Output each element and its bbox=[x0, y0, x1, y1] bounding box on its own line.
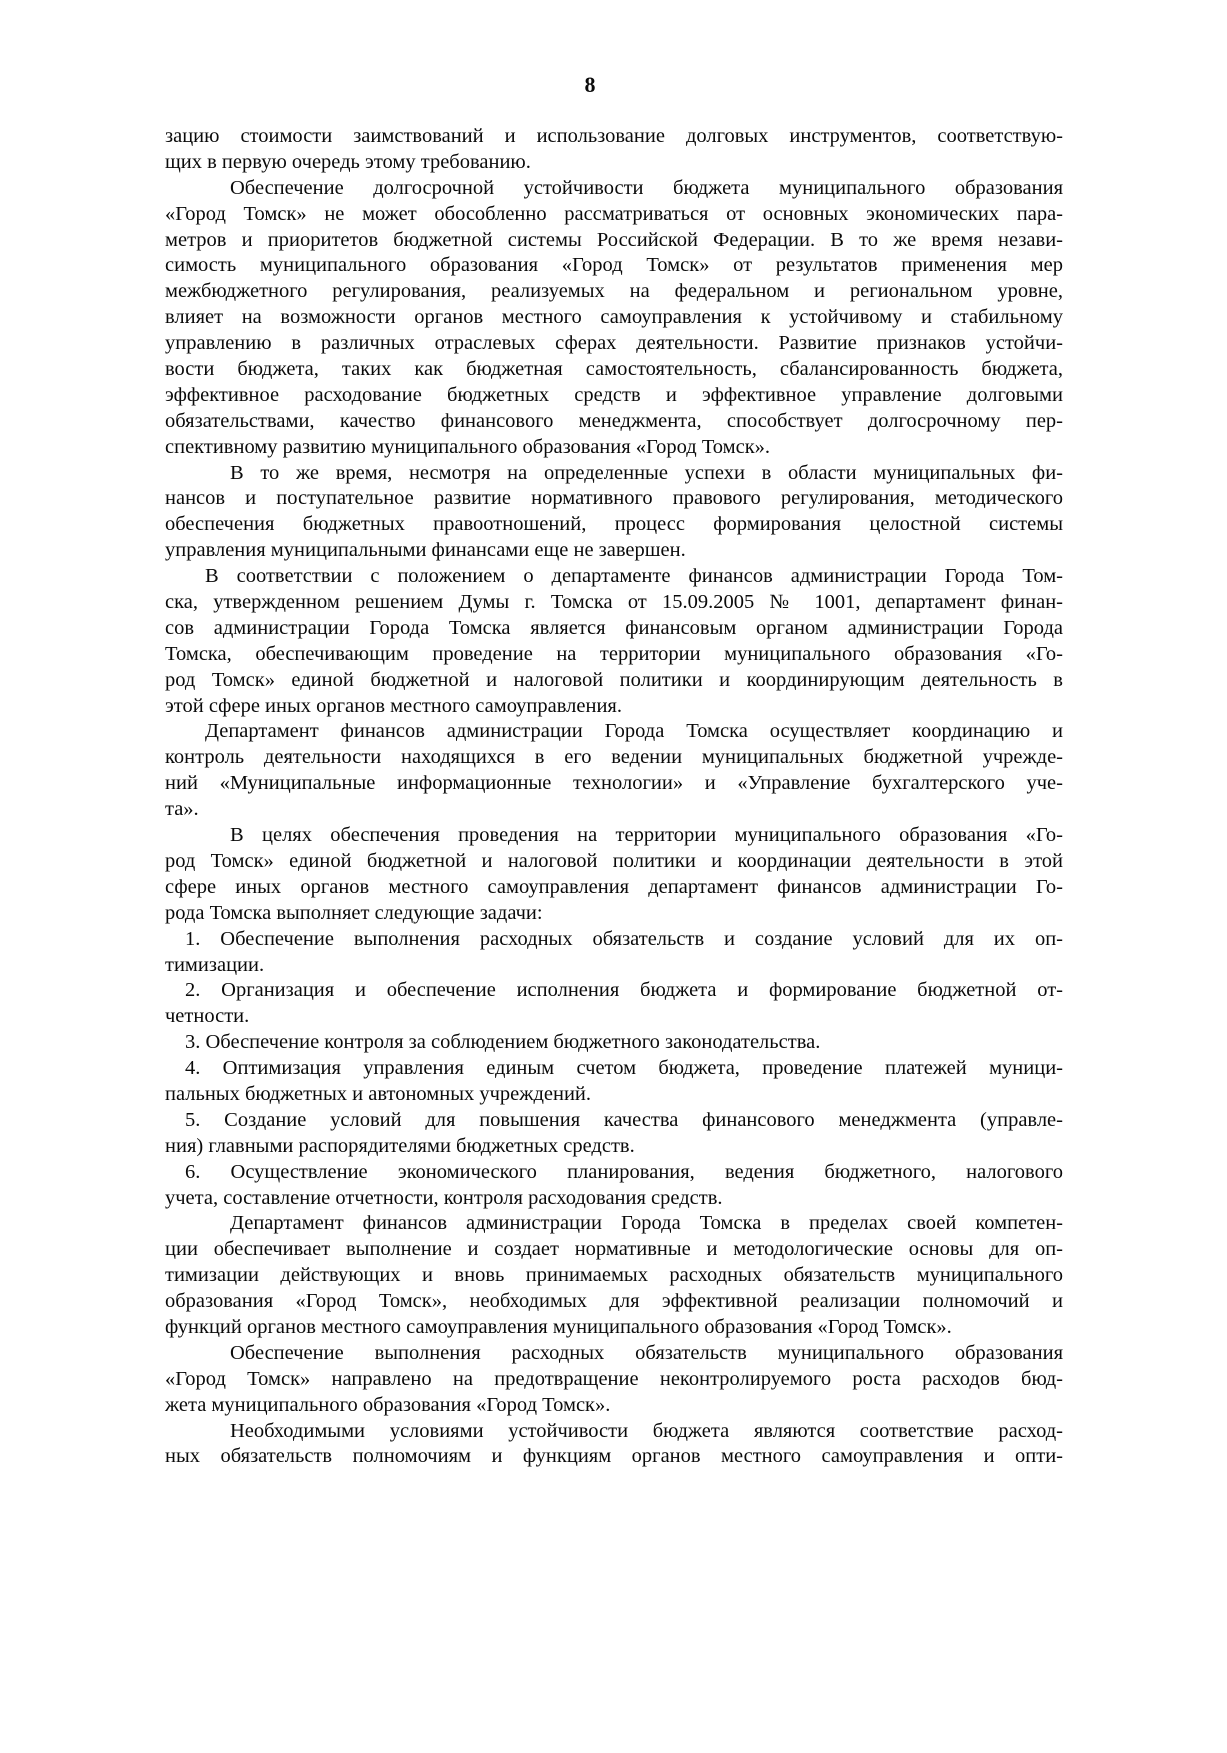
list-item bbox=[165, 1160, 1063, 1212]
text-line: межбюджетного регулирования, реализуемых на федеральном и региональном уровне, bbox=[165, 280, 1063, 303]
text-line: рода Томска выполняет следующие задачи: bbox=[165, 901, 543, 924]
text-line: Обеспечение выполнения расходных обязательств муниципального образования bbox=[230, 1341, 1063, 1364]
text-line: управления муниципальными финансами еще не завершен. bbox=[165, 539, 686, 562]
text-line: В соответствии с положением о департаменте финансов администрации Города Том- bbox=[205, 565, 1063, 588]
paragraph bbox=[165, 719, 1063, 823]
paragraph bbox=[165, 176, 1063, 461]
list-item bbox=[165, 1056, 1063, 1108]
document-body bbox=[165, 124, 1063, 1470]
paragraph bbox=[165, 124, 1063, 176]
text-line: эффективное расходование бюджетных средств и эффективное управление долговыми bbox=[165, 383, 1063, 406]
paragraph bbox=[165, 823, 1063, 927]
text-line: род Томск» единой бюджетной и налоговой политики и координации деятельности в этой bbox=[165, 849, 1063, 872]
text-line: 2. Организация и обеспечение исполнения бюджета и формирование бюджетной от- bbox=[185, 979, 1063, 1002]
text-line: образования «Город Томск», необходимых для эффективной реализации полномочий и bbox=[165, 1290, 1063, 1313]
text-line: управлению в различных отраслевых сферах деятельности. Развитие признаков устойчи- bbox=[165, 332, 1063, 355]
text-line: род Томск» единой бюджетной и налоговой политики и координирующим деятельность в bbox=[165, 668, 1063, 691]
text-line: В целях обеспечения проведения на территории муниципального образования «Го- bbox=[230, 824, 1063, 847]
text-line: Необходимыми условиями устойчивости бюджета являются соответствие расход- bbox=[230, 1419, 1063, 1442]
text-line: учета, составление отчетности, контроля расходования средств. bbox=[165, 1186, 723, 1209]
text-line: функций органов местного самоуправления муниципального образования «Город Томск». bbox=[165, 1315, 952, 1338]
paragraph bbox=[165, 1211, 1063, 1340]
text-line: сов администрации Города Томска является финансовым органом администрации Города bbox=[165, 616, 1063, 639]
paragraph bbox=[165, 1341, 1063, 1419]
page-number: 8 bbox=[584, 72, 596, 97]
text-line: щих в первую очередь этому требованию. bbox=[165, 150, 531, 173]
text-line: ции обеспечивает выполнение и создает нормативные и методологические основы для оп- bbox=[165, 1238, 1063, 1261]
text-line: этой сфере иных органов местного самоуправления. bbox=[165, 694, 622, 717]
text-line: 5. Создание условий для повышения качества финансового менеджмента (управле- bbox=[185, 1108, 1063, 1131]
text-line: тимизации. bbox=[165, 953, 265, 976]
text-line: «Город Томск» направлено на предотвращение неконтролируемого роста расходов бюд- bbox=[165, 1367, 1063, 1390]
text-line: обеспечения бюджетных правоотношений, процесс формирования целостной системы bbox=[165, 513, 1063, 536]
text-line: 1. Обеспечение выполнения расходных обязательств и создание условий для их оп- bbox=[185, 927, 1063, 950]
text-line: сфере иных органов местного самоуправления департамент финансов администрации Го- bbox=[165, 875, 1063, 898]
text-line: пальных бюджетных и автономных учреждений. bbox=[165, 1082, 592, 1105]
text-line: спективному развитию муниципального образования «Город Томск». bbox=[165, 435, 771, 458]
text-line: ний «Муниципальные информационные технологии» и «Управление бухгалтерского уче- bbox=[165, 772, 1063, 795]
text-line: влияет на возможности органов местного самоуправления к устойчивому и стабильному bbox=[165, 306, 1063, 329]
text-line: ния) главными распорядителями бюджетных средств. bbox=[165, 1134, 635, 1157]
text-line: контроль деятельности находящихся в его ведении муниципальных бюджетной учрежде- bbox=[165, 746, 1063, 769]
list-item bbox=[165, 1108, 1063, 1160]
list-item bbox=[165, 978, 1063, 1030]
text-line: Обеспечение долгосрочной устойчивости бюджета муниципального образования bbox=[230, 176, 1063, 199]
paragraph bbox=[165, 1419, 1063, 1471]
text-line: ных обязательств полномочиям и функциям органов местного самоуправления и опти- bbox=[165, 1445, 1063, 1468]
text-line: зацию стоимости заимствований и использование долговых инструментов, соответствую- bbox=[165, 125, 1063, 147]
text-line: Томска, обеспечивающим проведение на территории муниципального образования «Го- bbox=[165, 642, 1063, 665]
list-item bbox=[165, 927, 1063, 979]
text-line: вости бюджета, таких как бюджетная самостоятельность, сбалансированность бюджета, bbox=[165, 358, 1063, 381]
text-line: Департамент финансов администрации Города Томска в пределах своей компетен- bbox=[230, 1212, 1063, 1235]
text-line: четности. bbox=[165, 1005, 250, 1028]
paragraph bbox=[165, 564, 1063, 719]
paragraph bbox=[165, 461, 1063, 565]
text-line: Департамент финансов администрации Города Томска осуществляет координацию и bbox=[205, 720, 1063, 743]
text-line: ска, утвержденном решением Думы г. Томска от 15.09.2005 № 1001, департамент финан- bbox=[165, 591, 1063, 614]
text-line: обязательствами, качество финансового менеджмента, способствует долгосрочному пер- bbox=[165, 409, 1063, 432]
text-line: симость муниципального образования «Город Томск» от результатов применения мер bbox=[165, 254, 1063, 277]
text-line: та». bbox=[165, 798, 199, 821]
text-line: 3. Обеспечение контроля за соблюдением бюджетного законодательства. bbox=[185, 1031, 821, 1054]
text-line: тимизации действующих и вновь принимаемых расходных обязательств муниципального bbox=[165, 1264, 1063, 1287]
text-line: 6. Осуществление экономического планирования, ведения бюджетного, налогового bbox=[185, 1160, 1063, 1183]
text-line: «Город Томск» не может обособленно рассматриваться от основных экономических пара- bbox=[165, 202, 1063, 225]
text-line: метров и приоритетов бюджетной системы Российской Федерации. В то же время незави- bbox=[165, 228, 1063, 251]
text-line: В то же время, несмотря на определенные успехи в области муниципальных фи- bbox=[230, 461, 1063, 484]
text-line: жета муниципального образования «Город Томск». bbox=[165, 1393, 611, 1416]
list-item bbox=[165, 1030, 1063, 1056]
text-line: нансов и поступательное развитие нормативного правового регулирования, методического bbox=[165, 487, 1063, 510]
text-line: 4. Оптимизация управления единым счетом бюджета, проведение платежей муници- bbox=[185, 1057, 1063, 1080]
